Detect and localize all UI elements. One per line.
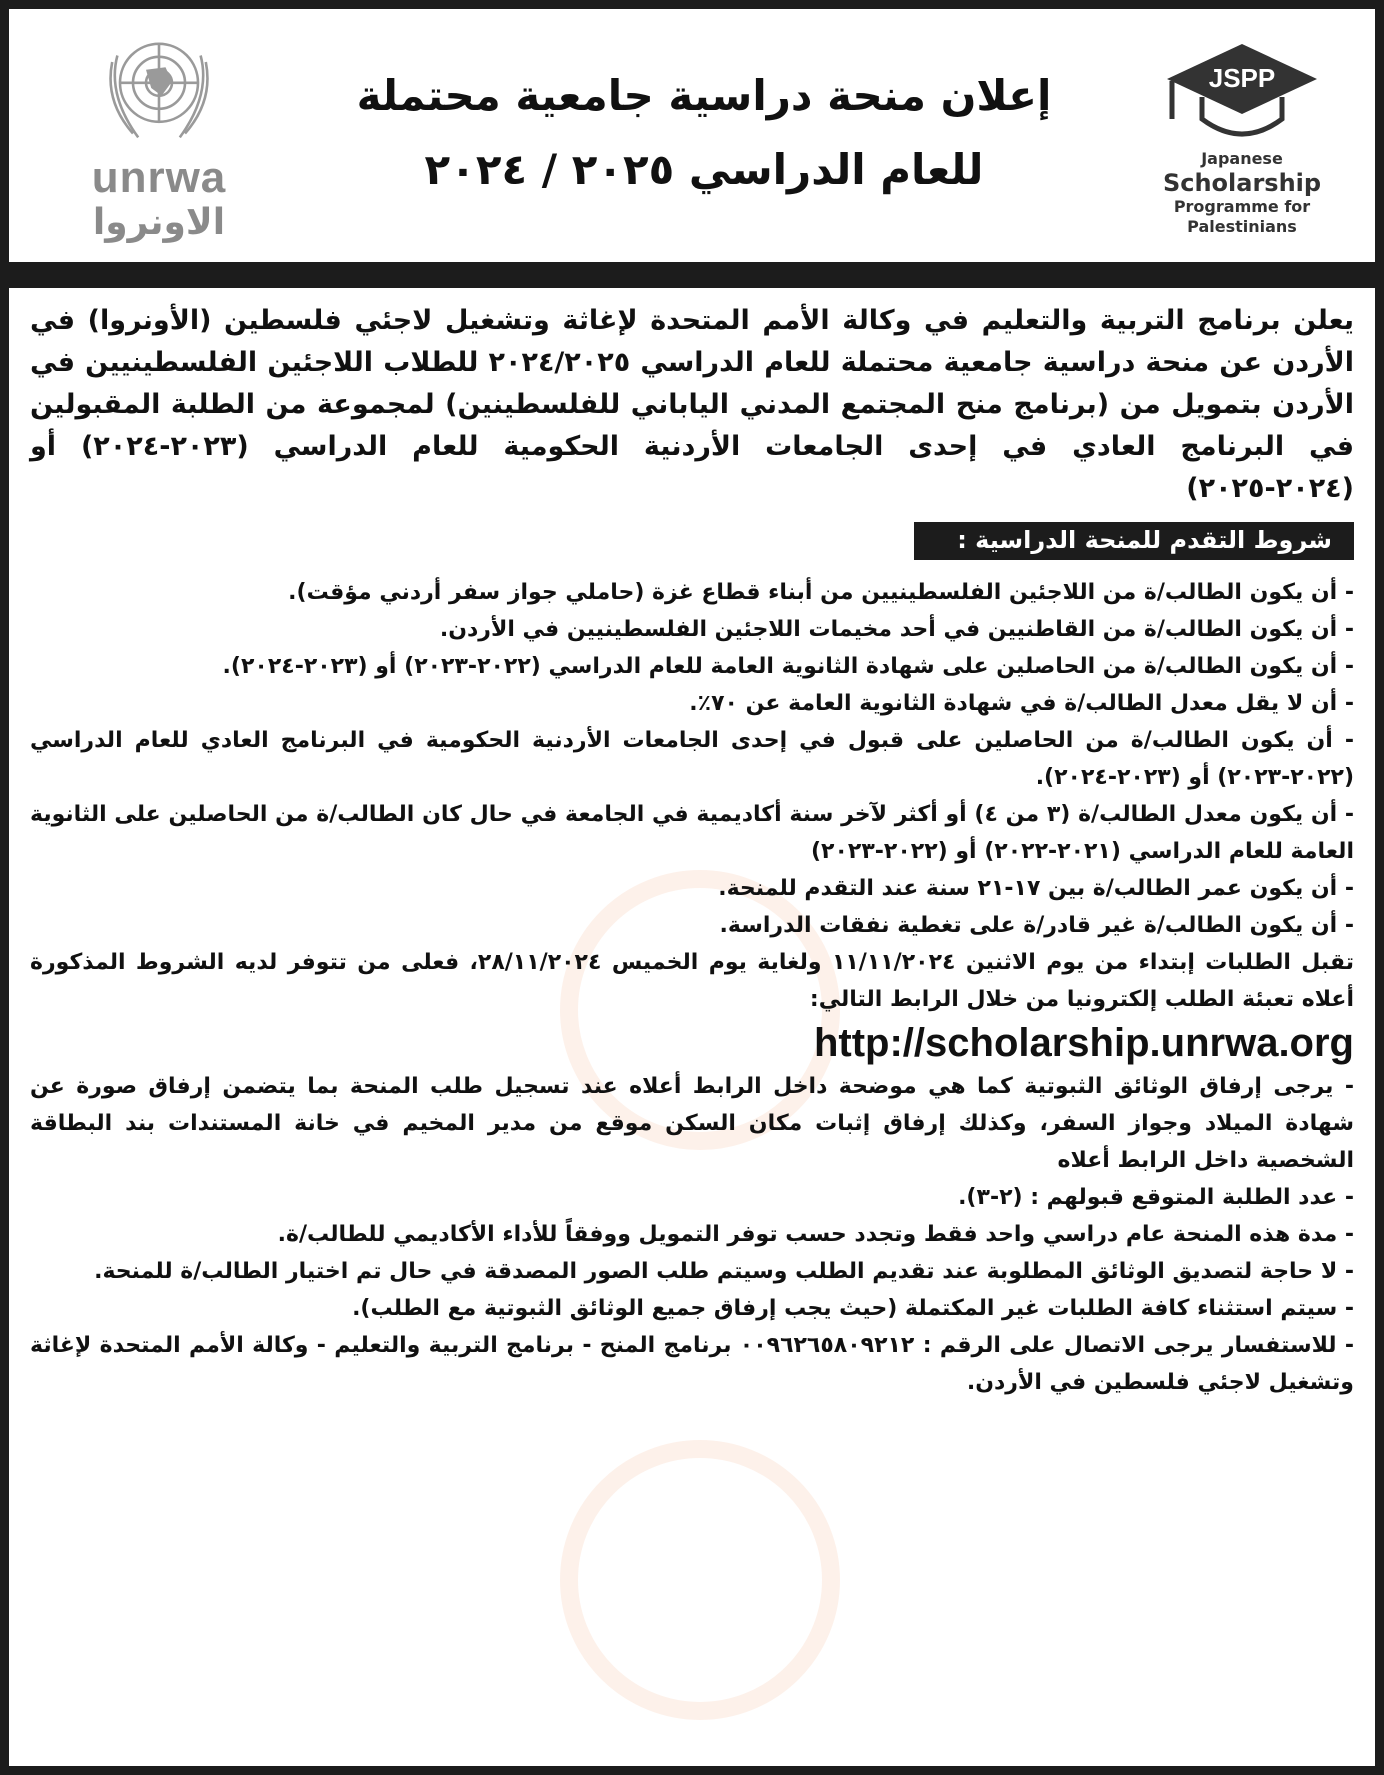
header-divider xyxy=(9,262,1375,288)
unrwa-logo-en: unrwa xyxy=(91,153,227,202)
condition-item: - أن يكون الطالب/ة من الحاصلين على شهادة الثانوية العامة للعام الدراسي (٢٠٢٢-٢٠٢٣) أو (٢٠٢٣-٢٠٢٤). xyxy=(222,654,1354,679)
note-item: - مدة هذه المنحة عام دراسي واحد فقط وتجدد حسب توفر التمويل ووفقاً للأداء الأكاديمي للطالب/ة. xyxy=(277,1222,1354,1247)
jspp-line-3: Programme for xyxy=(1173,197,1311,216)
condition-item: - أن يكون معدل الطالب/ة (٣ من ٤) أو أكثر لآخر سنة أكاديمية في الجامعة في حال كان الطالب/ة من الحاصلين على الثانوية العامة للعام الدراسي (٢٠٢١-٢٠٢٢) أو (٢٠٢٢-٢٠٢٣) xyxy=(30,802,1355,864)
note-item: - للاستفسار يرجى الاتصال على الرقم : ٠٠٩٦٢٦٥٨٠٩٢١٢ برنامج المنح - برنامج التربية والتعليم - وكالة الأمم المتحدة لإغاثة وتشغيل لاجئي فلسطين في الأردن. xyxy=(30,1333,1355,1395)
un-emblem-icon xyxy=(94,23,224,153)
title-line-1: إعلان منحة دراسية جامعية محتملة xyxy=(356,71,1052,120)
condition-item: - أن لا يقل معدل الطالب/ة في شهادة الثانوية العامة عن ٧٠٪. xyxy=(689,691,1354,716)
condition-item: - أن يكون عمر الطالب/ة بين ١٧-٢١ سنة عند التقدم للمنحة. xyxy=(718,876,1354,901)
conditions-heading: شروط التقدم للمنحة الدراسية : xyxy=(914,522,1354,560)
condition-item: - أن يكون الطالب/ة غير قادر/ة على تغطية نفقات الدراسة. xyxy=(719,913,1354,938)
title-line-2: للعام الدراسي ٢٠٢٥ / ٢٠٢٤ xyxy=(424,145,984,194)
note-item: - لا حاجة لتصديق الوثائق المطلوبة عند تقديم الطلب وسيتم طلب الصور المصدقة في حال تم اختيار الطالب/ة للمنحة. xyxy=(94,1259,1354,1284)
note-item: - يرجى إرفاق الوثائق الثبوتية كما هي موضحة داخل الرابط أعلاه عند تسجيل طلب المنحة بما يتضمن إرفاق صورة عن شهادة الميلاد وجواز السفر، وكذلك إرفاق إثبات مكان السكن موقع من مدير المخيم في خانة المستندات بند البطاقة الشخصية داخل الرابط أعلاه xyxy=(30,1074,1354,1173)
jspp-line-1: Japanese xyxy=(1201,149,1283,168)
page-title xyxy=(264,59,1144,207)
application-period: تقبل الطلبات إبتداء من يوم الاثنين ١١/١١/٢٠٢٤ ولغاية يوم الخميس ٢٨/١١/٢٠٢٤، فعلى من تتوفر لديه الشروط المذكورة أعلاه تعبئة الطلب إلكترونيا من خلال الرابط التالي: xyxy=(30,950,1354,1012)
note-item: - عدد الطلبة المتوقع قبولهم : (٢-٣). xyxy=(958,1185,1354,1210)
graduation-cap-icon xyxy=(1162,39,1322,149)
announcement-body xyxy=(30,300,1354,1401)
svg-text:JSPP: JSPP xyxy=(1208,63,1276,93)
jspp-line-4: Palestinians xyxy=(1187,217,1297,236)
jspp-line-2: Scholarship xyxy=(1162,169,1322,197)
condition-item: - أن يكون الطالب/ة من الحاصلين على قبول في إحدى الجامعات الأردنية الحكومية في البرنامج العادي للعام الدراسي (٢٠٢٢-٢٠٢٣) أو (٢٠٢٣-٢٠٢٤). xyxy=(30,728,1354,790)
scholarship-link[interactable]: http://scholarship.unrwa.org xyxy=(813,1021,1354,1065)
intro-paragraph: يعلن برنامج التربية والتعليم في وكالة الأمم المتحدة لإغاثة وتشغيل لاجئي فلسطين (الأونروا) في الأردن عن منحة دراسية جامعية محتملة للعام الدراسي ٢٠٢٤/٢٠٢٥ للطلاب اللاجئين الفلسطينيين في الأردن بتمويل من (برنامج منح المجتمع المدني الياباني للفلسطينين) لمجموعة من الطلبة المقبولين في البرنامج العادي في إحدى الجامعات الأردنية الحكومية للعام الدراسي (٢٠٢٣-٢٠٢٤) أو (٢٠٢٤-٢٠٢٥) xyxy=(30,305,1355,504)
note-item: - سيتم استثناء كافة الطلبات غير المكتملة (حيث يجب إرفاق جميع الوثائق الثبوتية مع الطلب). xyxy=(352,1296,1354,1321)
announcement-header xyxy=(9,9,1375,261)
unrwa-logo xyxy=(64,23,254,245)
unrwa-logo-ar: الاونروا xyxy=(92,202,226,243)
condition-item: - أن يكون الطالب/ة من اللاجئين الفلسطينيين من أبناء قطاع غزة (حاملي جواز سفر أردني مؤقت). xyxy=(288,580,1354,605)
jspp-logo xyxy=(1157,39,1327,237)
watermark-clock-icon xyxy=(560,1440,840,1720)
condition-item: - أن يكون الطالب/ة من القاطنيين في أحد مخيمات اللاجئين الفلسطينيين في الأردن. xyxy=(439,617,1354,642)
